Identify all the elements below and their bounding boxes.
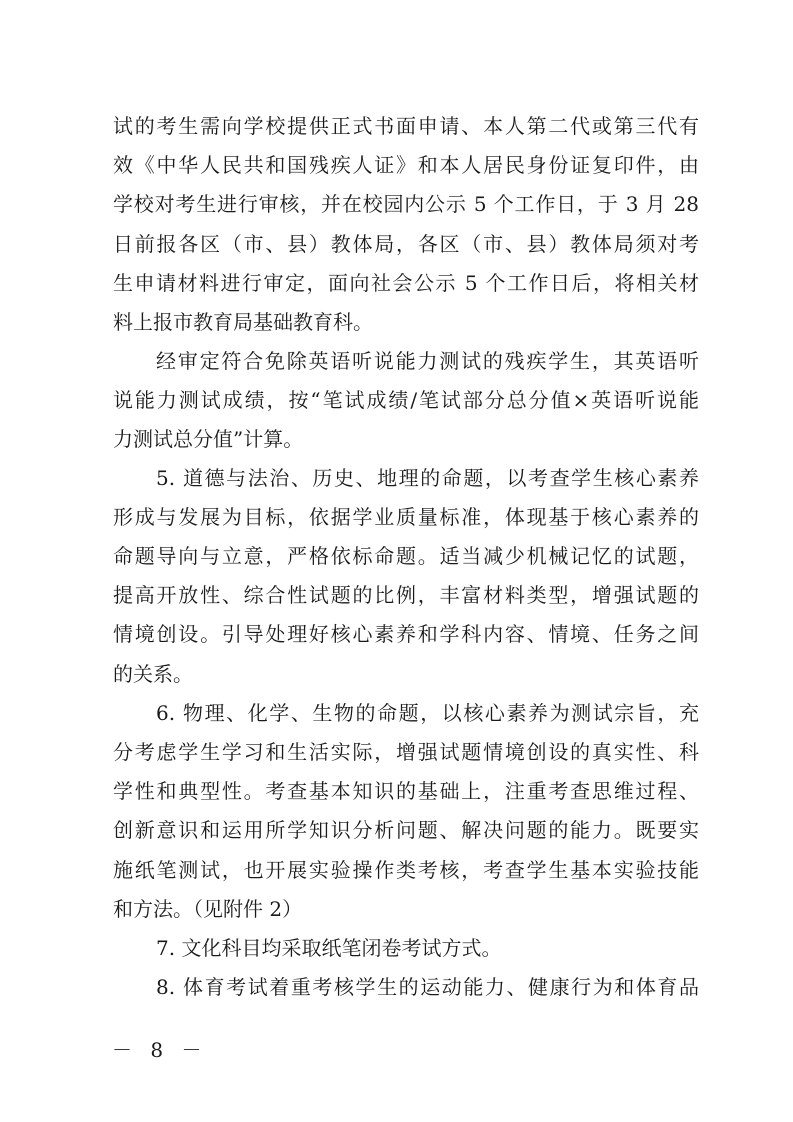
paragraph-first-line: 经审定符合免除英语听说能力测试的残疾学生，其英语听: [156, 349, 699, 373]
body-line: 效《中华人民共和国残疾人证》和本人居民身份证复印件，由: [113, 153, 699, 177]
body-line: 分考虑学生学习和生活实际，增强试题情境创设的真实性、科: [113, 740, 699, 764]
body-line: 情境创设。引导处理好核心素养和学科内容、情境、任务之间: [113, 622, 699, 646]
body-line: 说能力测试成绩，按“笔试成绩/笔试部分总分值×英语听说能: [113, 388, 699, 412]
body-line: 学性和典型性。考查基本知识的基础上，注重考查思维过程、: [113, 779, 699, 803]
body-line: 试的考生需向学校提供正式书面申请、本人第二代或第三代有: [113, 114, 699, 138]
page-number: － 8 －: [112, 1038, 208, 1062]
item-7-line: 7. 文化科目均采取纸笔闭卷考试方式。: [156, 936, 502, 960]
body-line: 料上报市教育局基础教育科。: [113, 310, 373, 334]
body-line: 形成与发展为目标，依据学业质量标准，体现基于核心素养的: [113, 505, 699, 529]
body-line: 力测试总分值”计算。: [113, 427, 304, 451]
body-line: 日前报各区（市、县）教体局，各区（市、县）教体局须对考: [113, 232, 699, 256]
body-line: 创新意识和运用所学知识分析问题、解决问题的能力。既要实: [113, 818, 699, 842]
body-line: 提高开放性、综合性试题的比例，丰富材料类型，增强试题的: [113, 583, 699, 607]
body-line: 施纸笔测试，也开展实验操作类考核，考查学生基本实验技能: [113, 858, 699, 882]
body-line: 的关系。: [113, 662, 193, 686]
item-8-first-line: 8. 体育考试着重考核学生的运动能力、健康行为和体育品: [156, 975, 699, 999]
body-line: 和方法。（见附件 2）: [113, 897, 303, 921]
item-5-first-line: 5. 道德与法治、历史、地理的命题，以考查学生核心素养: [156, 466, 699, 490]
body-line: 学校对考生进行审核，并在校园内公示 5 个工作日，于 3 月 28: [113, 192, 699, 216]
body-line: 命题导向与立意，严格依标命题。适当减少机械记忆的试题，: [113, 544, 699, 568]
body-line: 生申请材料进行审定，面向社会公示 5 个工作日后，将相关材: [113, 271, 699, 295]
item-6-first-line: 6. 物理、化学、生物的命题，以核心素养为测试宗旨，充: [156, 701, 699, 725]
